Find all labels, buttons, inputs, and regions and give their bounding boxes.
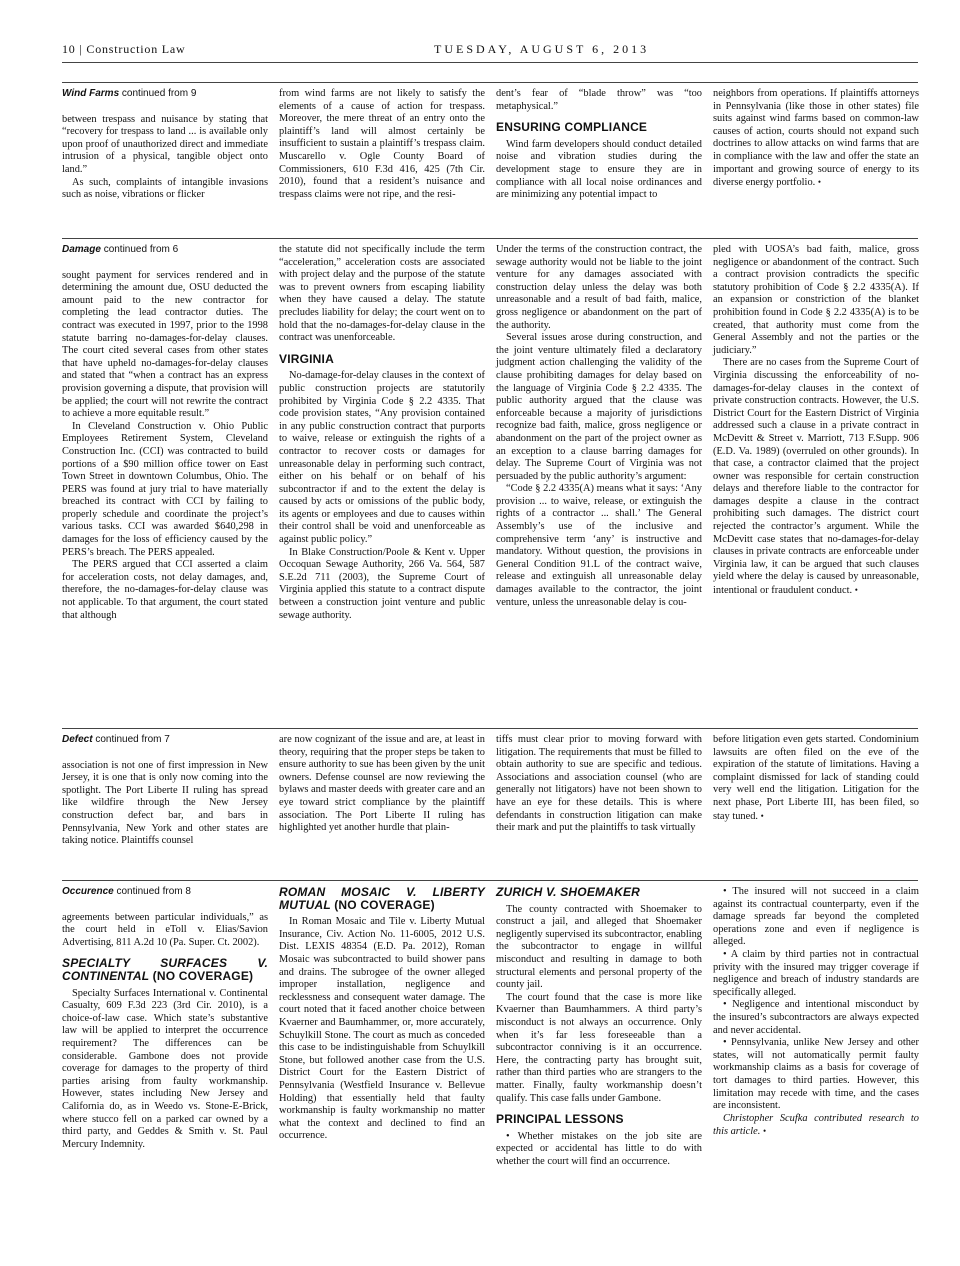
paragraph: As such, complaints of intangible invasions such as noise, vibrations or flicker [62,176,268,201]
subheading: ZURICH V. SHOEMAKER [496,885,641,899]
continued-label: Damage continued from 6 [62,244,179,255]
end-mark: • [760,810,764,821]
paragraph: Under the terms of the construction contract, the sewage authority would not be liable to the joint venture for any damages associated with construction delay unless the delay was both unreasonable and a result of bad faith, malice, gross negligence or abandonment on the part of the authority. [496,244,702,331]
damage-col-3 [496,244,702,609]
wind-col-3 [496,88,702,202]
paragraph: pled with UOSA’s bad faith, malice, gross negligence or abandonment of the contract. Such a contract provision contradicts the specific statutory prohibition of Code § 2.2 4335(A). If an expansion or constriction of the blanket prohibition found in Code § 2.2 4335(A) is to be created, that authority must come from the General Assembly and not the parties or the judiciary.” [713,244,919,356]
section-rule [62,728,918,729]
paragraph: tiffs must clear prior to moving forward with litigation. The requirements that must be filled to obtain authority to sue are specific and tedious. Associations and association counsel (who are generally not litigators) have not been shown to have an eye for these details. This is where defendants in construction litigation can make their mark and put the plaintiffs to task virtually [496,734,702,834]
paragraph: from wind farms are not likely to satisfy the elements of a cause of action for trespass. Moreover, the mere threat of an entry onto the plaintiff’s land will almost certainly be insufficient to sustain a plaintiff’s trespass claim. Muscarello v. Ogle County Board of Commissioners, 610 F.3d 416, 425 (7th Cir. 2010), found that a resident’s nuisance and trespass claims were not ripe, and the resi- [279,88,485,200]
subheading: VIRGINIA [279,351,334,366]
paragraph: neighbors from operations. If plaintiffs attorneys in Pennsylvania (like those in other states) file suits against wind farms based on common-law causes of action, courts should not expand such doctrines to allow attacks on wind farms that are in compliance with the law and offer the state an important and growing source of energy to its diverse energy portfolio. • [713,88,919,189]
defect-col-4 [713,734,919,823]
occurence-col-1 [62,886,268,1151]
defect-col-3 [496,734,702,835]
paragraph: before litigation even gets started. Condominium lawsuits are often filed on the eve of the expiration of the statute of limitations. Having a complaint dismissed for lack of standing could very well end the litigation. Litigation for the next phase, Port Liberte III, has been filed, so stay tuned. • [713,734,919,822]
continued-label: Wind Farms continued from 9 [62,88,197,99]
subheading: PRINCIPAL LESSONS [496,1112,624,1127]
damage-section [62,244,918,720]
damage-col-2 [279,244,485,622]
section-rule [62,880,918,881]
paragraph: the statute did not specifically include the term “acceleration,” acceleration costs are associated with project delay and the purpose of the statute was to prevent owners from escaping liability when they have caused a delay. The statute precludes liability for delay; the court went on to hold that the no-damages-for-delay clause in the contract was unenforceable. [279,244,485,344]
occurence-section [62,886,918,1226]
occurence-col-4 [713,886,919,1139]
section-rule [62,238,918,239]
subheading: ROMAN MOSAIC V. LIBERTY MUTUAL (NO COVERAGE) [279,885,485,912]
paragraph: sought payment for services rendered and in determining the amount due, OSU deducted the amount paid to the new contractor for completing the lead contractor duties. The contract was executed in 1997, prior to the 1998 statute barring no-damages-for-delay clauses. The court cited several cases from other states that have upheld no-damages-for-delay clauses and stated that “when a contract has an express provision governing a dispute, that provision will be applied; the court will not rewrite the contract to achieve a more equitable result.” [62,269,268,420]
paragraph: Specialty Surfaces International v. Continental Casualty, 609 F.3d 223 (3rd Cir. 2010), is a choice-of-law case. Which state’s substantive law will be applied to interpret the occurrence requirement? The differences can be considerable. Gambone does not provide coverage for damages to the property of third parties arising from faulty workmanship. However, states including New Jersey and California do, as in Weedo vs. Stone-E-Brick, where stucco fell on a parked car owned by a third party, and Geddes & Smith v. St. Paul Mercury Indemnity. [62,987,268,1150]
bullet-item: • Whether mistakes on the job site are expected or accidental has little to do with whether the court will find an occurrence. [496,1130,702,1167]
paragraph: The court found that the case is more like Kvaerner than Baumhammers. A third party’s misconduct is not always an occurrence. Only when it’s far less foreseeable than a subcontractor conniving is it an occurrence. Here, the contracting party has brought suit, rather than third parties who are strangers to the matter. Finally, faulty workmanship doesn’t qualify. This case falls under Gambone. [496,991,702,1104]
damage-col-4 [713,244,919,598]
paragraph: The county contracted with Shoemaker to construct a jail, and alleged that Shoemaker negligently supervised its subcontractor, enabling the subcontractor to engage in willful misconduct and resulting in damage to both structural elements and personal property of the county jail. [496,903,702,991]
end-mark: • [817,177,822,188]
wind-farms-section [62,88,918,228]
defect-col-2 [279,734,485,835]
damage-col-1 [62,244,268,622]
end-mark: • [762,1126,767,1137]
bullet-item: • A claim by third parties not in contractual privity with the insured may trigger coverage if negligence and breach of industry standards are specifically alleged. [713,948,919,998]
paragraph: are now cognizant of the issue and are, at least in theory, requiring that the proper steps be taken to ensure authority to sue has been given by the unit owners. Defense counsel are now reviewing the bylaws and master deeds with greater care and an eye toward strict compliance by the plaintiff association. The Port Liberte II ruling has highlighted yet another hurdle that plain- [279,734,485,834]
header-rule [62,62,918,63]
paragraph: “Code § 2.2 4335(A) means what it says: ‘Any provision ... to waive, release, or extinguish the rights of a contractor ... shall.’ The General Assembly’s use of the inclusive and comprehensive term ‘any’ is instructive and mandatory. Without question, the provisions in General Condition 91.L of the contract waive, release and extinguish all unreasonable delay damages available to the contractor, the joint venture, unless the unreasonable delay is cou- [496,483,702,608]
bullet-item: • Negligence and intentional misconduct by the insured’s subcontractors are always expected and never accidental. [713,999,919,1036]
defect-section [62,734,918,870]
paragraph: between trespass and nuisance by stating that “recovery for trespass to land ... is available only upon proof of unauthorized direct and immediate intrusion of a physical, tangible object onto land.” [62,113,268,175]
subheading: SPECIALTY SURFACES V. CONTINENTAL (NO COVERAGE) [62,956,268,983]
occurence-col-3 [496,886,702,1168]
wind-col-2 [279,88,485,201]
paragraph: Several issues arose during construction, and the joint venture ultimately filed a declaratory judgment action challenging the validity of the clause prohibiting damages for delay based on the language of Virginia Code § 2.2 4335. The public authority argued that the clause was enforceable because a majority of jurisdictions recognize bad faith, malice, gross negligence or abandonment on the part of the project owner as an exception to a clause barring damages for delay. The Supreme Court of Virginia was not persuaded by the public authority’s argument: [496,332,702,482]
paragraph: No-damage-for-delay clauses in the context of public construction projects are statutorily prohibited by Virginia Code § 2.2 4335. That code provision states, “Any provision contained in any public construction contract that purports to waive, release or extinguish the rights of a contractor to recover costs or damages for unreasonable delay in performing such contract, either on his behalf or on behalf of his subcontractor if and to the extent the delay is caused by acts or omissions of the public body, its agents or employees and due to causes within their control shall be void and unenforceable as against public policy.” [279,370,485,546]
paragraph: agreements between particular individuals,” as the court held in eToll v. Elias/Savion Advertising, 811 A.2d 10 (Pa. Super. Ct. 2002). [62,911,268,948]
occurence-col-2 [279,886,485,1143]
paragraph: In Roman Mosaic and Tile v. Liberty Mutual Insurance, Civ. Action No. 11-6005, 2012 U.S. Dist. LEXIS 48354 (E.D. Pa. 2012), Roman Mosaic was subcontracted to build shower pans and drains. The subrogee of the owner alleged improper installation, negligence and recklessness and consequent water damage. The court noted that it faced another choice between Kvaerner and Baumhammer, or, more accurately, Schuylkill Stone. The court as much as conceded this case to be indistinguishable from Schuylkill Stone, but followed another case from the U.S. District Court for the Eastern District of Pennsylvania (Westfield Insurance v. Bellevue Holding) that essentially held that faulty workmanship is faulty workmanship no matter what the context and declined to find an occurrence. [279,916,485,1142]
paragraph: In Blake Construction/Poole & Kent v. Upper Occoquan Sewage Authority, 266 Va. 564, 587 S.E.2d 711 (2003), the Supreme Court of Virginia applied this statute to a contract dispute between a construction joint venture and public sewage authority. [279,546,485,621]
section-rule [62,82,918,83]
end-mark: • [854,585,858,596]
wind-col-1 [62,88,268,202]
paragraph: Wind farm developers should conduct detailed noise and vibration studies during the development stage to ensure they are in compliance with all local noise ordinances and are minimizing any potential impact to [496,138,702,201]
defect-col-1 [62,734,268,848]
issue-date: TUESDAY, AUGUST 6, 2013 [434,42,650,56]
paragraph: In Cleveland Construction v. Ohio Public Employees Retirement System, Cleveland Construction Inc. (CCI) was contracted to build portions of a $90 million office tower on East Town Street in downtown Columbus, Ohio. The PERS was found at jury trial to have materially breached its contract with CCI by failing to properly schedule and coordinate the project’s various tasks. CCI was awarded $640,298 in damages for the loss of efficiency caused by the PERS’s breach. The PERS appealed. [62,420,268,558]
author-credit: Christopher Scufka contributed research to this article. • [713,1112,919,1138]
page-label: 10 | Construction Law [62,42,186,56]
continued-label: Occurence continued from 8 [62,886,191,897]
wind-col-4 [713,88,919,190]
paragraph: There are no cases from the Supreme Court of Virginia discussing the enforceability of no-damages-for-delay clauses in the context of private construction contracts. However, the U.S. District Court for the Eastern District of Virginia addressed such a clause in a private contract in McDevitt & Street v. Marriott, 713 F.Supp. 906 (E.D. Va. 1989) (overruled on other grounds). In that case, a contractor claimed that the project owner was responsible for certain construction delays and therefore liable to the contractor for damages despite a clause in the contract prohibiting such damages. The district court rejected the contractor’s argument. While the McDevitt case states that no-damages-for-delay clauses in private contracts are enforceable under Virginia law, it can be argued that such clauses yield where the delay is caused by unreasonable, intentional or fraudulent conduct. • [713,357,919,597]
bullet-item: • Pennsylvania, unlike New Jersey and other states, will not automatically permit faulty workmanship claims as a basis for coverage of tort damages to third parties. However, this limitation may recede with time, and the cases are inconsistent. [713,1037,919,1112]
paragraph: dent’s fear of “blade throw” was “too metaphysical.” [496,88,702,112]
paragraph: association is not one of first impression in New Jersey, it is one that is only now coming into the spotlight. The Port Liberte II ruling has spread like wildfire through the New Jersey construction defect bar, and bars in Pennsylvania, New York and other states are taking notice. Plaintiffs counsel [62,759,268,847]
subheading: ENSURING COMPLIANCE [496,120,648,135]
bullet-item: • The insured will not succeed in a claim against its contractual counterparty, even if the damage spreads far beyond the completed operations zone and even if negligence is alleged. [713,886,919,948]
paragraph: The PERS argued that CCI asserted a claim for acceleration costs, not delay damages, and, therefore, the no-damages-for-delay clause was not applicable. To that argument, the court stated that although [62,559,268,621]
running-header [62,42,918,60]
continued-label: Defect continued from 7 [62,734,170,745]
